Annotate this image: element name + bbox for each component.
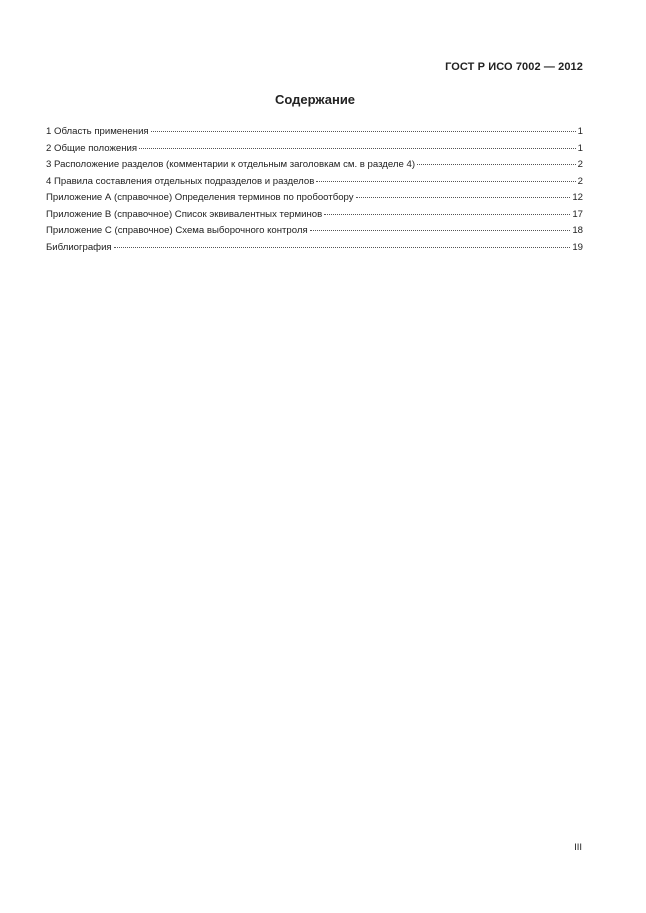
toc-entry-page: 2 <box>577 175 583 187</box>
table-of-contents <box>46 124 583 256</box>
dot-leader <box>151 130 576 132</box>
toc-entry-annex-b[interactable] <box>46 207 583 224</box>
toc-entry-label: 2 Общие положения <box>46 142 138 154</box>
toc-entry-rules[interactable] <box>46 174 583 191</box>
toc-entry-bibliography[interactable] <box>46 240 583 257</box>
toc-entry-label: Приложение С (справочное) Схема выборочного контроля <box>46 225 308 236</box>
dot-leader <box>310 229 571 231</box>
dot-leader <box>356 196 571 198</box>
toc-entry-page: 1 <box>577 126 583 137</box>
toc-entry-label: 3 Расположение разделов (комментарии к отдельным заголовкам см. в разделе 4) <box>46 159 416 170</box>
toc-entry-annex-a[interactable] <box>46 190 583 207</box>
toc-entry-label: 1 Область применения <box>46 126 149 137</box>
page-number: III <box>574 842 582 853</box>
dot-leader <box>316 180 575 182</box>
toc-title: Содержание <box>274 92 356 107</box>
toc-entry-page: 17 <box>572 208 583 220</box>
toc-entry-page: 18 <box>572 225 583 236</box>
toc-entry-page: 1 <box>577 142 583 154</box>
toc-entry-label: Приложение А (справочное) Определения терминов по пробоотбору <box>46 192 354 203</box>
toc-entry-scope[interactable] <box>46 124 583 141</box>
dot-leader <box>139 147 576 149</box>
dot-leader <box>324 213 570 215</box>
toc-entry-annex-c[interactable] <box>46 223 583 240</box>
toc-entry-general[interactable] <box>46 141 583 158</box>
dot-leader <box>417 163 576 165</box>
toc-entry-page: 2 <box>577 159 583 170</box>
toc-entry-layout[interactable] <box>46 157 583 174</box>
toc-entry-page: 12 <box>572 192 583 203</box>
document-code: ГОСТ Р ИСО 7002 — 2012 <box>445 61 583 73</box>
dot-leader <box>114 246 571 248</box>
toc-entry-label: Приложение В (справочное) Список эквивалентных терминов <box>46 208 323 220</box>
toc-entry-page: 19 <box>572 241 583 253</box>
toc-entry-label: Библиография <box>46 241 112 253</box>
toc-entry-label: 4 Правила составления отдельных подразделов и разделов <box>46 175 315 187</box>
